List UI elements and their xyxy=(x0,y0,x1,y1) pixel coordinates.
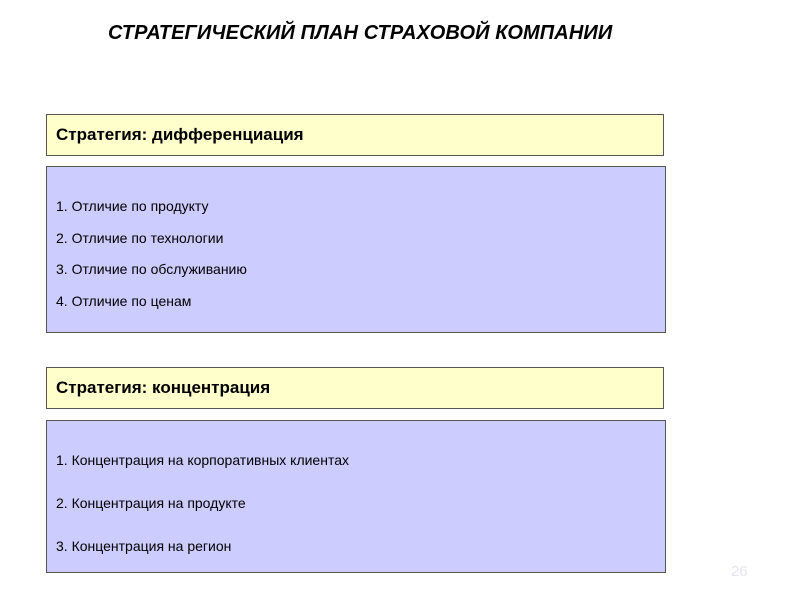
page-number: 26 xyxy=(731,563,748,580)
strategy-list-differentiation xyxy=(46,166,666,333)
list-item: 1. Отличие по продукту xyxy=(56,198,209,214)
list-item: 3. Концентрация на регион xyxy=(56,538,232,554)
slide-title: СТРАТЕГИЧЕСКИЙ ПЛАН СТРАХОВОЙ КОМПАНИИ xyxy=(108,22,613,44)
list-item: 2. Отличие по технологии xyxy=(56,230,224,246)
strategy-list-concentration xyxy=(46,420,666,573)
list-item: 1. Концентрация на корпоративных клиентах xyxy=(56,452,349,468)
list-item: 3. Отличие по обслуживанию xyxy=(56,261,247,277)
strategy-header-differentiation: Стратегия: дифференциация xyxy=(46,114,664,156)
strategy-header-concentration: Стратегия: концентрация xyxy=(46,367,664,409)
list-item: 4. Отличие по ценам xyxy=(56,293,192,309)
list-item: 2. Концентрация на продукте xyxy=(56,495,246,511)
